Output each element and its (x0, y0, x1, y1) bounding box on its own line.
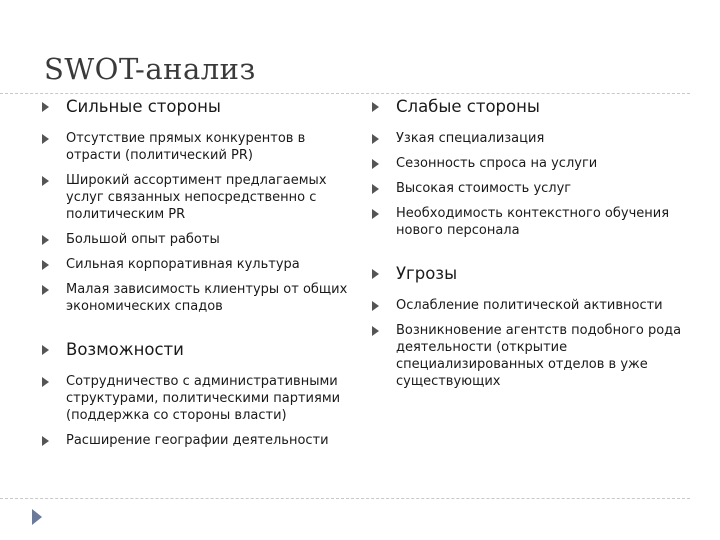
bottom-divider (0, 498, 690, 499)
list-item: Большой опыт работы (42, 231, 352, 248)
weaknesses-heading: Слабые стороны (372, 96, 682, 118)
next-slide-arrow-icon[interactable] (32, 509, 42, 525)
list-item: Возникновение агентств подобного рода деятельности (открытие специализированных отделов в уже существующих (372, 322, 682, 390)
list-item: Необходимость контекстного обучения нового персонала (372, 205, 682, 239)
title-divider (0, 93, 690, 94)
list-item: Узкая специализация (372, 130, 682, 147)
list-item: Сотрудничество с административными структурами, политическими партиями (поддержка со стороны власти) (42, 373, 352, 424)
strengths-list (42, 96, 352, 449)
right-column (372, 96, 682, 398)
strengths-heading: Сильные стороны (42, 96, 352, 118)
left-column (42, 96, 352, 457)
list-item: Ослабление политической активности (372, 297, 682, 314)
list-item: Сильная корпоративная культура (42, 256, 352, 273)
list-item: Широкий ассортимент предлагаемых услуг связанных непосредственно с политическим PR (42, 172, 352, 223)
list-item: Малая зависимость клиентуры от общих экономических спадов (42, 281, 352, 315)
opportunities-heading: Возможности (42, 339, 352, 361)
weaknesses-list (372, 96, 682, 390)
slide-title: SWOT-анализ (44, 52, 256, 86)
list-item: Сезонность спроса на услуги (372, 155, 682, 172)
list-item: Отсутствие прямых конкурентов в отрасти (политический PR) (42, 130, 352, 164)
list-item: Высокая стоимость услуг (372, 180, 682, 197)
threats-heading: Угрозы (372, 263, 682, 285)
list-item: Расширение географии деятельности (42, 432, 352, 449)
